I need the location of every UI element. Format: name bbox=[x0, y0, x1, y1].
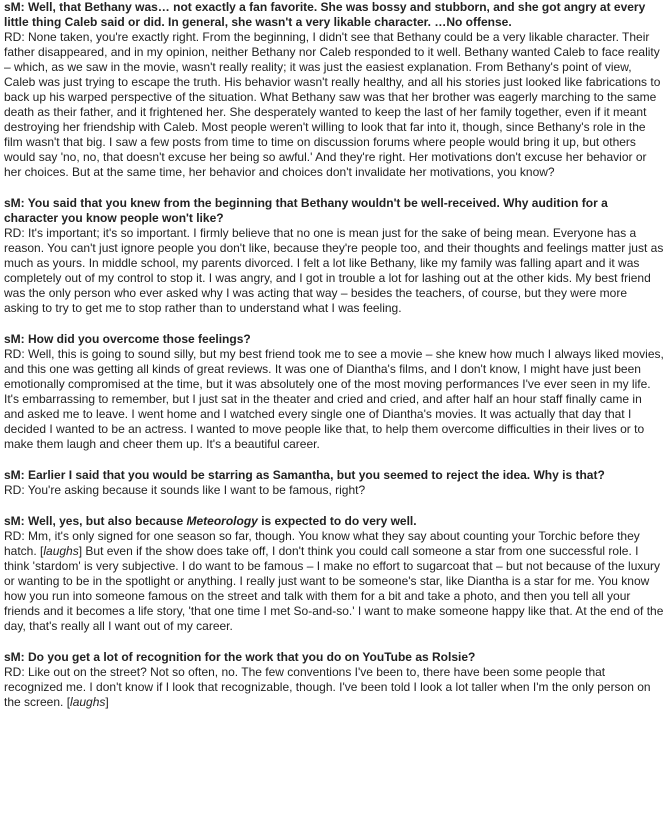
interview-question bbox=[4, 514, 664, 529]
answer-text: RD: Well, this is going to sound silly, but my best friend took me to see a movie – she knew how much I always liked movies, and this one was getting all kinds of great reviews. It was one of Diantha's films, and I don't know, I might have just been emotionally compromised at the time, but it was absolutely one of the most moving performances I've ever seen in my life. It's embarrassing to remember, but I just sat in the theater and cried and cried, and after half an hour staff finally came in and asked me to leave. I went home and I watched every single one of Diantha's movies. It was actually that day that I decided I wanted to be an actress. I wanted to move people like that, to help them overcome difficulties in their lives or to make them laugh and cheer them up. It's a beautiful career. bbox=[4, 347, 664, 451]
answer-text: RD: You're asking because it sounds like I want to be famous, right? bbox=[4, 483, 366, 497]
question-text: sM: You said that you knew from the beginning that Bethany wouldn't be well-received. Why audition for a character you know people won't like? bbox=[4, 196, 608, 225]
question-text: sM: Earlier I said that you would be starring as Samantha, but you seemed to reject the idea. Why is that? bbox=[4, 468, 605, 482]
interview-question bbox=[4, 0, 664, 30]
answer-text: RD: None taken, you're exactly right. From the beginning, I didn't see that Bethany could be a very likable character. Their father disappeared, and in my opinion, neither Bethany nor Caleb responded to it well. Bethany wanted Caleb to face reality – which, as we saw in the movie, wasn't really reality; it was just the easiest explanation. From Bethany's point of view, Caleb was just trying to escape the truth. His behavior wasn't really healthy, and all his stories just looked like fabrications to back up his warped perspective of the situation. What Bethany saw was that her brother was eagerly marching to the same death as their father, and it frightened her. She desperately wanted to keep the last of her family together, even if it meant destroying her friendship with Caleb. Most people weren't willing to look that far into it, though, since Bethany's role in the film wasn't that big. I saw a few posts from time to time on discussion forums where people would bring it up, but others would say 'no, no, that doesn't excuse her being so awful.' And they're right. Her motivations don't excuse her behavior or her choices. But at the same time, her behavior and choices don't invalidate her motivations, you know? bbox=[4, 30, 661, 179]
question-text: sM: Well, yes, but also because bbox=[4, 514, 187, 528]
question-text: sM: Well, that Bethany was… not exactly a fan favorite. She was bossy and stubborn, and she got angry at every little thing Caleb said or did. In general, she wasn't a very likable character. …No offense. bbox=[4, 0, 646, 29]
qa-block bbox=[4, 468, 664, 498]
italic-text: laughs bbox=[70, 695, 106, 709]
italic-text: laughs bbox=[43, 544, 79, 558]
qa-block bbox=[4, 196, 664, 316]
qa-block bbox=[4, 514, 664, 634]
interview-question bbox=[4, 332, 664, 347]
interview-question bbox=[4, 196, 664, 226]
interview-answer bbox=[4, 665, 664, 710]
interview-question bbox=[4, 650, 664, 665]
answer-text: ] But even if the show does take off, I don't think you could call someone a star from one successful role. I think 'stardom' is very subjective. I do want to be famous – I make no effort to sugarcoat that – but not because of the luxury or wanting to be in the spotlight or anything. I really just want to be someone's star, like Diantha is a star for me. You know how you run into someone famous on the street and talk with them for a bit and take a photo, and then you tell all your friends and it becomes a life story, 'that one time I met So-and-so.' I want to make someone happy like that. At the end of the day, that's really all I want out of my career. bbox=[4, 544, 664, 633]
answer-text: RD: It's important; it's so important. I firmly believe that no one is mean just for the sake of being mean. Everyone has a reason. You can't just ignore people you don't like, because they're people too, and their thoughts and feelings matter just as much as yours. In middle school, my parents divorced. I felt a lot like Bethany, like my family was falling apart and it was completely out of my control to stop it. I was angry, and I got in trouble a lot for lashing out at the other kids. My best friend was the only person who ever asked why I was acting that way – besides the teachers, of course, but they were more asking to try to get me to stop rather than to understand what I was feeling. bbox=[4, 226, 664, 315]
qa-block bbox=[4, 0, 664, 180]
answer-text: RD: Like out on the street? Not so often, no. The few conventions I've been to, there have been some people that recognized me. I don't know if I look that recognizable, though. I've been told I look a lot taller when I'm the only person on the screen. [ bbox=[4, 665, 651, 709]
interview-answer bbox=[4, 529, 664, 634]
italic-text: Meteorology bbox=[186, 514, 258, 528]
answer-text: RD: Mm, it's only signed for one season so far, though. You know what they say about counting your Torchic before they hatch. [ bbox=[4, 529, 640, 558]
qa-block bbox=[4, 332, 664, 452]
question-text: sM: Do you get a lot of recognition for the work that you do on YouTube as Rolsie? bbox=[4, 650, 476, 664]
qa-block bbox=[4, 650, 664, 710]
interview-question bbox=[4, 468, 664, 483]
interview-answer bbox=[4, 347, 664, 452]
question-text: is expected to do very well. bbox=[257, 514, 417, 528]
interview-answer bbox=[4, 226, 664, 316]
interview-answer bbox=[4, 30, 664, 180]
question-text: sM: How did you overcome those feelings? bbox=[4, 332, 251, 346]
interview-answer bbox=[4, 483, 664, 498]
answer-text: ] bbox=[105, 695, 109, 709]
